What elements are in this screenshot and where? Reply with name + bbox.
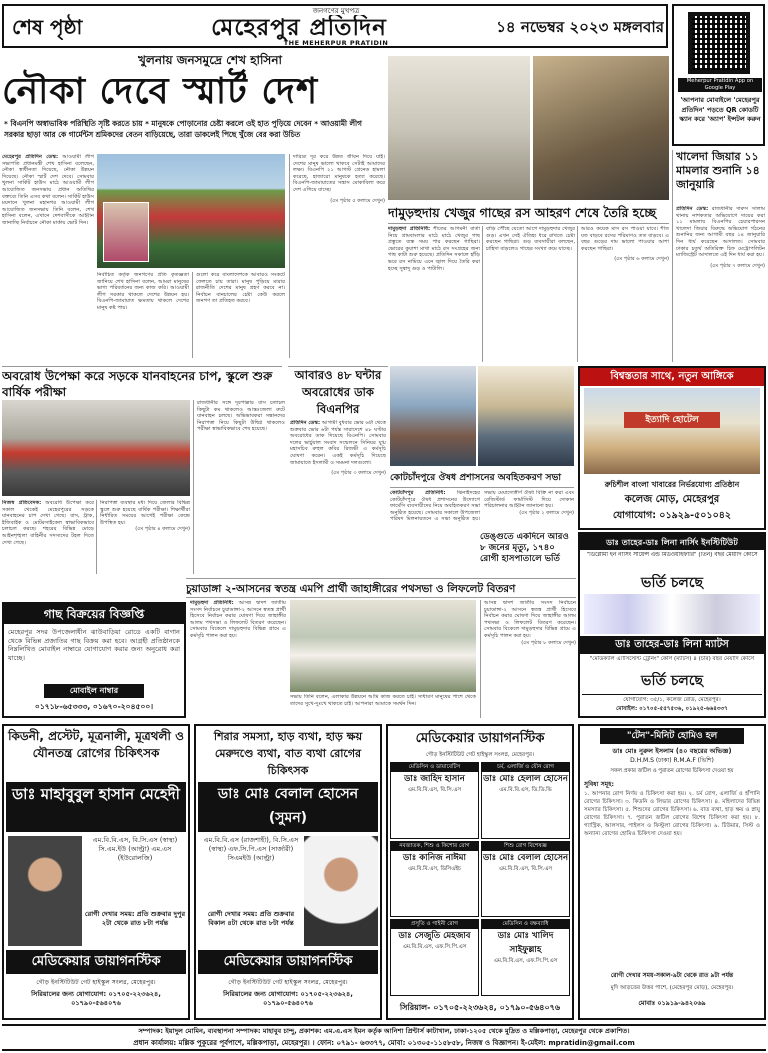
kotchandpur-text: ঝিনাইদহের কোটচাঁদপুরে ঔষধ প্রশাসনের উদ্যোগে ফার্মেসি ব্যবসায়ীদের নিয়ে অবহিতকরণ সভা অনুষ্ঠিত হয়েছে। সোমবার সকালে উপজেলা পরিষদ মিলনায়তনে এ সভা অনুষ্ঠিত হয়। সভায় মেয়াদোত্তীর্ণ ঔষধ বিক্রি না করা এবং রেজিস্টার্ড ফার্মাসিস্ট দিয়ে দোকান পরিচালনার আহ্বান জানানো হয়। bbox=[390, 490, 574, 523]
bnp-body bbox=[288, 420, 386, 574]
nursing-sub: "ডিপ্লোমা ইন নার্সিং সায়েন্স এন্ড মিডওয়াইফারি" (তিন) বছর মেয়াদি কোর্সে bbox=[586, 552, 758, 558]
hotel-ad[interactable] bbox=[578, 366, 766, 530]
qr-promo: 'আপনার মোবাইলে 'মেহেরপুর প্রতিদিন' পড়তে QR কোডটি স্ক্যান করে 'অ্যাপ' ইন্সটল করুন bbox=[679, 96, 761, 123]
qr-box[interactable] bbox=[672, 4, 765, 146]
hotel-banner: বিশ্বস্ততার সাথে, নতুন আঙ্গিকে bbox=[580, 368, 764, 386]
lead-byline: মেহেরপুর প্রতিদিন ডেস্ক: bbox=[2, 154, 59, 160]
mehedi-degrees: এম.বি.বি.এস, বি.সি.এস (স্বাস্থ্য) সি.এম.ইউ (আল্ট্রা) এম.এস (ইউরোলজি) bbox=[92, 836, 178, 862]
bnp-text: আগামী বুধবার ভোর ৬টা থেকে শুক্রবার ভোর ৬টা পর্যন্ত সারাদেশে ৪৮ ঘণ্টার অবরোধের ডাক দিয়েছে বিএনপি। সোমবার দলের ভার্চুয়াল সংবাদ সম্মেলনে সিনিয়র যুগ্ম মহাসচিব রুহুল কবির রিজভী এ কর্মসূচি ঘোষণা করেন। একই কর্মসূচি দিয়েছে জামায়াতে ইসলামী ও সমমনা দলগুলো। bbox=[290, 420, 386, 466]
medicare-doctor-name: ডাঃ জাহিদ হাসান bbox=[404, 774, 465, 784]
nursing-phone[interactable]: মোবাইল: ০১৭০৫-৫৫৭৫৩৬, ০১৯২৫-৬৬৪৩৩৭ bbox=[616, 706, 728, 712]
traffic-body-2: নিরাপত্তা ব্যবস্থার মধ্য দিয়ে জেলার বিভিন্ন স্কুলে শুরু হয়েছে বার্ষিক পরীক্ষা। শিক্ষার্থীরা নির্ধারিত সময়ের আগেই পরীক্ষা কেন্দ্রে উপস্থিত হয়। bbox=[100, 500, 190, 526]
ad-mehedi[interactable] bbox=[2, 724, 190, 1020]
medicare-doctor-deg: এম.বি.বি.এস, এফ.সি.পি.এস bbox=[402, 944, 467, 951]
bnp-byline: প্রতিদিন ডেস্ক: bbox=[290, 420, 321, 426]
khejur-headline: দামুড়হুদায় খেজুর গাছের রস আহরণ শেষে তৈরি হচ্ছে bbox=[388, 202, 669, 224]
medicare-dept: মেডিসিন ও বক্ষব্যাধি bbox=[482, 920, 569, 929]
gach-body: মেহেরপুর সদর উপজেলাধীন ঝাউবাড়িয়া রোডে একটি বাগান থেকে বিভিন্ন প্রজাতির গাছ বিক্রয় করা হবে। আগ্রহী প্রতিষ্ঠানকে নিম্নলিখিত মোবাইল নাম্বারে যোগাযোগ করার জন্য অনুরোধ করা যাচ্ছে। bbox=[8, 628, 180, 662]
medicare-doctor-name: ডাঃ মোঃ হেলাল হোসেন bbox=[483, 774, 568, 784]
gach-mobile-label: মোবাইল নাম্বার bbox=[44, 684, 144, 698]
traffic-col-1 bbox=[2, 500, 94, 574]
bnp-continued[interactable]: (৫ম পৃষ্ঠার ৩ কলামে দেখুন) bbox=[331, 470, 386, 477]
nursing-ad[interactable] bbox=[578, 532, 766, 718]
dengue-headline: ডেঙ্গুতে একদিনে আরও ৮ জনের মৃত্যু, ১৭৪০ রোগী হাসপাতালে ভর্তি bbox=[480, 532, 569, 564]
medicare-doctor-name: ডাঃ মোঃ খালিদ সাইফুল্লাহ bbox=[497, 931, 554, 956]
mehedi-doctor: ডাঃ মাহাবুবুল হাসান মেহেদী bbox=[6, 782, 186, 832]
medicare-dept: চর্ম, এলার্জি ও যৌন রোগ bbox=[482, 763, 569, 772]
khejur-col-1 bbox=[388, 226, 480, 362]
footer bbox=[2, 1024, 766, 1051]
lead-kicker: খুলনায় জনসমুদ্রে শেখ হাসিনা bbox=[138, 53, 282, 67]
ad-belal[interactable] bbox=[194, 724, 382, 1020]
homeo-hours: রোগী দেখার সময়-সকাল-৯টা থেকে রাত ৯টা পর্যন্ত bbox=[610, 972, 734, 979]
lead-body-1: আওয়ামী লীগ সভাপতি প্রধানমন্ত্রী শেখ হাসিনা বলেছেন, নৌকা স্বাধীনতা দিয়েছে, নৌকা উন্নয়ন দিয়েছে। নৌকা স্মার্ট দেশ দেবে। সোমবার খুলনা সার্কিট হাউস মাঠে আওয়ামী লীগ আয়োজিত জনসভায় প্রধান অতিথির বক্তব্যে তিনি এসব কথা বলেন। সার্কিট হাউস ময়দানে খুলনা মহানগর আওয়ামী লীগ আয়োজিত জনসভায় তিনি বলেন, শেখ হাসিনা বলেন, এখানে দেশবাসীকে আহ্বান জানাচ্ছি নির্বাচনে নৌকা মার্কায় ভোট দিন। bbox=[2, 154, 94, 226]
khaleda-continued[interactable]: (৫ম পৃষ্ঠার ৭ কলামে দেখুন) bbox=[710, 262, 765, 269]
chuadanga-col-2: সভায় তিনি বলেন, এলাকার উন্নয়নে আমি কাজ করতে চাই। সাধারণ মানুষের পাশে থেকে তাদের সুখে-দুঃখে থাকতে চাই। আপনারা আমাকে সমর্থন দিন। bbox=[290, 694, 476, 707]
khejur-body-1: শীতের আগমনী বার্তা নিয়ে গ্রামবাংলার মাঠে মাঠে খেজুর গাছ প্রস্তুতে ব্যস্ত সময় পার করছেন গাছিরা। ভোরের কুয়াশা মাখা মাঠে রস সংগ্রহের জন্য গাছ কাটা শুরু হয়েছে। প্রতিদিন সকালে হাঁড়ি ভরে রস নামিয়ে এনে জ্বাল দিয়ে তৈরি করা হচ্ছে সুস্বাদু গুড় ও পাটালি। bbox=[388, 226, 480, 272]
medicare-dept: প্রসূতি ও গাইনী রোগ bbox=[391, 920, 478, 929]
khejur-col-2: বাড়ি পৌঁছে যেতো আগে দামুড়হুদার খেজুর গুড়। এখন সেই ঐতিহ্য ধরে রাখতে চেষ্টা করছেন গাছিরা। গুড় ব্যবসায়ীরা বলছেন, চাহিদা বাড়লেও গাছের সংখ্যা কমে যাচ্ছে। bbox=[482, 226, 575, 362]
medicare-doctor-name: ডাঃ মোঃ বেলাল হোসেন bbox=[482, 852, 569, 863]
medicare-doctor-card bbox=[390, 762, 479, 839]
qr-code-icon bbox=[688, 12, 750, 74]
kotchandpur-byline: কোটচাঁদপুর প্রতিনিধি: bbox=[390, 490, 446, 496]
photo-khejur-1 bbox=[388, 56, 530, 200]
photo-dr-mehedi bbox=[8, 836, 82, 946]
nursing-admission-2: ভর্তি চলছে bbox=[641, 673, 703, 689]
lead-body-3: দারিদ্র্য দূর করে উন্নত জীবন দিয়ে যাই। দেশের মানুষ ভালো থাকবে সেটাই আমাদের লক্ষ্য। বিএনপি ২১ আগস্ট গ্রেনেড হামলা করেছে, হাজারো মানুষকে হত্যা করেছে। বিএনপি-জামায়াতের সন্ত্রাস মোকাবিলা করে দেশ এগিয়ে যাচ্ছে। bbox=[293, 154, 385, 193]
nursing-title-2: ডাঃ তাহের-ডাঃ লিনা ম্যাটস bbox=[580, 636, 764, 654]
medicare-title: মেডিকেয়ার ডায়াগনস্টিক bbox=[415, 731, 545, 746]
gach-mobile[interactable]: ০১৭১৮-৬৫৩৩৩, ০১৬৭০-২০৪৫০০। bbox=[34, 702, 154, 711]
photo-kotchandpur-1 bbox=[390, 366, 476, 466]
hotel-line-2: কলেজ মোড়, মেহেরপুর bbox=[624, 494, 720, 505]
hotel-sign: ইত্যাদি হোটেল bbox=[624, 412, 720, 428]
photo-kotchandpur-2 bbox=[478, 366, 574, 466]
photo-chuadanga bbox=[290, 600, 476, 692]
khejur-col-3 bbox=[577, 226, 669, 362]
medicare-doctor-card bbox=[481, 841, 570, 918]
khaleda-text: রাজধানীর দারুস সালাম থানায় নাশকতার অভিযোগে দায়ের করা ১১ মামলায় বিএনপির চেয়ারপারসন খালেদা জিয়ার বিরুদ্ধে অভিযোগ গঠনের শুনানির জন্য আগামী বছর ১৪ জানুয়ারি দিন ধার্য করেছেন আদালত। সোমবার ঢাকার চতুর্থ অতিরিক্ত চিফ মেট্রোপলিটন ম্যাজিস্ট্রেট আদালতে এই দিন ধার্য করা হয়। bbox=[676, 206, 765, 259]
nursing-title: ডাঃ তাহের-ডাঃ লিনা নার্সিং ইনস্টিটিউট bbox=[580, 534, 764, 550]
masthead bbox=[2, 4, 668, 48]
homeo-sub: সকল প্রকার জটিল ও পুরাতন রোগের চিকিৎসা দেওয়া হয় bbox=[610, 768, 734, 774]
photo-khejur-2 bbox=[533, 56, 669, 200]
traffic-headline: অবরোধ উপেক্ষা করে সড়কে যানবাহনের চাপ, স্কুলে শুরু বার্ষিক পরীক্ষা bbox=[2, 366, 282, 398]
page-label: শেষ পৃষ্ঠা bbox=[12, 15, 83, 39]
ad-homeo[interactable] bbox=[578, 724, 766, 1020]
photo-traffic bbox=[2, 400, 190, 496]
khaleda-byline: প্রতিদিন ডেস্ক: bbox=[676, 206, 709, 212]
homeo-subheading: সুবিধা সমূহ: bbox=[584, 781, 614, 788]
footer-line-1: সম্পাদক: ইয়াদুল মোমিন, ব্যবস্থাপনা সম্পাদক: মাহাবুব চান্দু, প্রকাশক: এম.এ.এস ইমন কর্তৃক আনিশা প্রিন্টার্স কাটাখাল, ঢাকা-১২০৫ থেকে মুদ্রিত ও মল্লিকপাড়া, মেহেরপুর থেকে প্রকাশিত। bbox=[138, 1027, 630, 1035]
chuadanga-byline: দামুড়হুদা প্রতিনিধি: bbox=[190, 600, 234, 606]
khejur-continued[interactable]: (৫ম পৃষ্ঠার ৬ কলামে দেখুন) bbox=[614, 256, 669, 263]
medicare-dept: নবজাতক, শিশু ও কিশোর রোগ bbox=[391, 842, 478, 851]
medicare-doctor-card bbox=[481, 762, 570, 839]
masthead-tagline: জনগণের মুখপত্র bbox=[312, 7, 360, 15]
belal-heading: শিরার সমস্যা, হাড় ব্যথা, হাড় ক্ষয় মেরুদণ্ডে ব্যথা, বাত ব্যথা রোগের চিকিৎসক bbox=[213, 730, 363, 777]
photo-rally bbox=[97, 154, 285, 268]
traffic-byline: নিজস্ব প্রতিবেদক: bbox=[2, 500, 42, 506]
traffic-col-2 bbox=[96, 500, 190, 574]
hotel-phone[interactable]: যোগাযোগ: ০১৯২৯-৫০১০৪২ bbox=[612, 510, 732, 521]
masthead-subtitle: THE MEHERPUR PRATIDIN bbox=[283, 39, 389, 47]
medicare-doctor-grid bbox=[390, 762, 570, 996]
belal-center-phone[interactable]: সিরিয়ালের জন্য যোগাযোগ: ০১৭০৫-২২৩৬২৪, ০১৭৯০-৫৬৪০৭৬ bbox=[223, 990, 353, 1007]
belal-schedule: রোগী দেখার সময়: প্রতি শুক্রবার বিকাল ৪টা থেকে রাত ৮টা পর্যন্ত bbox=[207, 910, 295, 927]
khaleda-box bbox=[672, 150, 765, 362]
lead-headline: নৌকা দেবে স্মার্ট দেশ bbox=[2, 71, 319, 112]
lead-col-4 bbox=[289, 154, 385, 358]
traffic-col-right: রাজধানীর সঙ্গে দূরপাল্লার বাস চলাচল কিছুটা কম থাকলেও আন্তঃজেলা রুটে যানবাহন চলছে। অভিভাবকরা সন্তানদের নিরাপত্তা নিয়ে কিছুটা উদ্বিগ্ন থাকলেও পরীক্ষা স্বাভাবিকভাবে শেষ হয়েছে। bbox=[193, 400, 285, 574]
medicare-doctor-deg: এম.বি.বি.এস, এফ.সি.পি.এস bbox=[493, 958, 558, 965]
kotchandpur-headline: কোটচাঁদপুরে ঔষধ প্রশাসনের অবহিতকরণ সভা bbox=[390, 468, 574, 488]
lead-continued[interactable]: (৫ম পৃষ্ঠার ৫ কলামে দেখুন) bbox=[330, 197, 385, 204]
medicare-doctor-deg: এম.বি.বি.এস, বি.সি.এস bbox=[498, 865, 553, 872]
footer-line-2: প্রধান কার্যালয়: মল্লিক পুকুরের পূর্বপাশে, মল্লিকপাড়া, মেহেরপুর। । ফোন: ০৭৯১- ৬৩৩৭৭, মোবা: ০১৩০৫-১১৫৮৫৮, নিজস্ব ও বিজ্ঞাপন। ই-মেইল: mpratidin@gmail.com bbox=[133, 1039, 635, 1047]
traffic-continued[interactable]: (৫ম পৃষ্ঠার ৪ কলামে দেখুন) bbox=[135, 526, 190, 533]
bnp-headline: আবারও ৪৮ ঘন্টার অবরোধের ডাক বিএনপির bbox=[288, 366, 388, 418]
chuadanga-headline: চুয়াডাঙ্গা ২-আসনের স্বতন্ত্র এমপি প্রার্থী জাহাঙ্গীরের পথসভা ও লিফলেট বিতরণ bbox=[186, 578, 576, 598]
khaleda-body bbox=[676, 206, 765, 352]
chuadanga-col-3 bbox=[480, 600, 576, 718]
mehedi-schedule: রোগী দেখার সময়: প্রতি শুক্রবার দুপুর ২টা থেকে রাত ৮টা পর্যন্ত bbox=[84, 910, 186, 927]
belal-degrees: এম.বি.বি.এস (রাজশাহী), বি.সি.এস (স্বাস্থ্য) এফ.সি.পি.এস (সার্জারী) সিএমইউ (আল্ট্রা) bbox=[203, 836, 299, 862]
lead-col-2: নির্বাচিত কর্তৃক জনগণের প্রতি কৃতজ্ঞতা জানিয়ে শেখ হাসিনা বলেন, আমরা মানুষের ভাগ্য পরিবর্তনের জন্য কাজ করি। আওয়ামী লীগ সরকার থাকলে দেশের উন্নয়ন হয়। বিএনপি-জামায়াত ক্ষমতায় থাকলে দেশের মানুষ কষ্ট পায়। bbox=[97, 272, 189, 311]
belal-doctor: ডাঃ মোঃ বেলাল হোসেন (সুমন) bbox=[198, 782, 378, 832]
mehedi-center: মেডিকেয়ার ডায়াগনস্টিক bbox=[6, 950, 186, 974]
traffic-body-1: অবরোধ উপেক্ষা করে সকাল থেকেই মেহেরপুরের সড়কে যানবাহনের চাপ দেখা গেছে। বাস, ট্রাক, ইজিবাইক ও মোটরসাইকেল স্বাভাবিকভাবে চলাচল করছে। শহরের বিভিন্ন মোড়ে আইনশৃঙ্খলা বাহিনীর সদস্যদের টহল দিতে দেখা গেছে। bbox=[2, 500, 94, 546]
belal-center: মেডিকেয়ার ডায়াগনস্টিক bbox=[198, 950, 378, 974]
belal-center-addr: গৌড় ইনস্টিটিউট গেট হাইস্কুল সংলগ্ন, মেহেরপুর। bbox=[228, 979, 348, 986]
lead-bullets: * বিএনপি অস্বাভাবিক পরিস্থিতি সৃষ্টি করতে চায় * মানুষকে পোড়ানোর চেষ্টা করলে ওই হাত পুড়িয়ে দেবেন * আওয়ামী লীগ সরকার ছাড়া আর কে গার্মেন্টস শ্রমিকদের বেতন বাড়িয়েছে, তারা ডাকলেই পিছে খুঁজে বের করা উচিত bbox=[4, 119, 362, 139]
chuadanga-col-1 bbox=[190, 600, 286, 718]
homeo-doctor: ডাঃ মোঃ নুরুল ইসলাম (৪০ বছরের অভিজ্ঞ) bbox=[612, 747, 732, 755]
lead-col-1 bbox=[2, 154, 94, 358]
khejur-byline: দামুড়হুদা প্রতিনিধি: bbox=[388, 226, 431, 232]
photo-nurses bbox=[584, 594, 760, 634]
photo-dr-belal bbox=[304, 836, 378, 946]
homeo-title: "টেন"-মিনিট হোমিও হল bbox=[600, 728, 744, 744]
gach-notice bbox=[2, 602, 186, 718]
medicare-doctor-deg: এম.বি.বি.এস, বি.সি.এস bbox=[407, 787, 462, 793]
homeo-body: ১. আপনার রোগ নির্ণয় ও চিকিৎসা করা হয়। ২. চর্ম রোগ, এলার্জি ও হাঁপানি রোগের চিকিৎসা। ৩. কিডনি ও লিভার রোগের চিকিৎসা। ৪. মহিলাদের বিভিন্ন সমস্যার চিকিৎসা। ৫. শিশুদের রোগের চিকিৎসা। ৬. বাত ব্যথা, হাড় ক্ষয় ও স্নায়ু রোগের চিকিৎসা। ৭. পুরাতন জটিল রোগের বিশেষ চিকিৎসা করা হয়। ৮. গ্যাস্ট্রিক, আলসার, পাইলস ও ফিস্টুলা রোগের চিকিৎসা। ৯. টিউমার, সিস্ট ও অন্যান্য রোগের হোমিও চিকিৎসা দেওয়া হয়। bbox=[584, 791, 760, 837]
medicare-phone[interactable]: সিরিয়াল- ০১৭০৫-২২৩৬২৪, ০১৭৯০-৫৬৪০৭৬ bbox=[399, 1003, 561, 1012]
photo-hotel bbox=[584, 388, 760, 474]
photo-inset-speaker bbox=[103, 202, 149, 262]
mehedi-center-phone[interactable]: সিরিয়ালের জন্য যোগাযোগ: ০১৭০৫-২২৩৬২৪, ০১৭৯০-৫৬৪০৭৬ bbox=[31, 990, 161, 1007]
chuadanga-continued[interactable]: (৫ম পৃষ্ঠার ৮ কলামে দেখুন) bbox=[521, 639, 576, 646]
homeo-address: মুদি আড়তের উত্তর পাশে, (মেহেরপুর মোড়), মেহেরপুর। bbox=[610, 985, 734, 991]
lead-col-3: গুলো করে বাংলাদেশকে আবারও সংকটে ফেলতে চায় তারা। মানুষ পুড়িয়ে মারার রাজনীতি দেশের মানুষ গ্রহণ করবে না। নির্বাচন বানচালের চেষ্টা কেউ করলে জনগণ তা প্রতিহত করবে। bbox=[192, 272, 285, 358]
mehedi-center-addr: গৌড় ইনস্টিটিউট গেট হাইস্কুল সংলগ্ন, মেহেরপুর। bbox=[36, 979, 156, 986]
khaleda-headline: খালেদা জিয়ার ১১ মামলার শুনানি ১৪ জানুয়ারি bbox=[676, 150, 760, 191]
homeo-degrees: D.H.M.S (ঢাকা) R.M.A.F (ভিশি) bbox=[630, 757, 714, 764]
medicare-doctor-name: ডাঃ কানিজ নাঈমা bbox=[403, 852, 466, 863]
medicare-doctor-card bbox=[390, 841, 479, 918]
mehedi-heading: কিডনী, প্রস্টেট, মূত্রনালী, মূত্রথলী ও যৌনতন্ত্র রোগের চিকিৎসক bbox=[8, 729, 184, 760]
medicare-dept: শিশু রোগ বিশেষজ্ঞ bbox=[482, 842, 569, 851]
medicare-doctor-card bbox=[481, 919, 570, 996]
medicare-dept: মেডিসিন ও ডায়াবেটিস bbox=[391, 763, 478, 772]
chuadanga-body-1: আসন্ন দ্বাদশ জাতীয় সংসদ নির্বাচনে চুয়াডাঙ্গা-২ আসনে স্বতন্ত্র প্রার্থী হিসেবে নির্বাচন করার ঘোষণা দিয়ে জাহাঙ্গীর আলম পথসভা ও লিফলেট বিতরণ করেছেন। সোমবার বিকেলে দামুড়হুদার বিভিন্ন গ্রামে এ কর্মসূচি পালন করা হয়। bbox=[190, 600, 286, 639]
nursing-address: যোগাযোগ: ৩৫/১, কলেজ রোড, মেহেরপুর। bbox=[582, 694, 762, 704]
medicare-doctor-deg: এম.বি.বি.এস, ডি.ডি.ভি bbox=[499, 787, 552, 793]
medicare-doctor-card bbox=[390, 919, 479, 996]
medicare-address: গৌড় ইনস্টিটিউট গেট হাইস্কুল সংলগ্ন, মেহেরপুর। bbox=[426, 752, 534, 758]
masthead-date: ১৪ নভেম্বর ২০২৩ মঙ্গলবার bbox=[496, 18, 664, 36]
nursing-sub-2: "মেডিক্যাল এ্যাসিস্টেন্ট ট্রেনিং" কোর্স (ম্যাটস) ৪ (চার) বছর মেয়াদি কোর্সে bbox=[589, 656, 755, 662]
masthead-title: মেহেরপুর প্রতিদিন bbox=[211, 15, 387, 41]
medicare-doctor-name: ডাঃ সেজুতি মেহজাব bbox=[398, 931, 471, 942]
nursing-admission: ভর্তি চলছে bbox=[641, 575, 703, 591]
app-store-caption: Meherpur Pratidin App on Google Play bbox=[678, 78, 762, 92]
ad-medicare[interactable] bbox=[386, 724, 574, 1020]
medicare-doctor-deg: এম.বি.বি.এস, ডিসিএইচ bbox=[408, 865, 461, 872]
hotel-line-1: রুচিশীল বাংলা খাবারের নির্ভরযোগ্য প্রতিষ্ঠান bbox=[604, 480, 740, 489]
khejur-body-3: আরও কয়েক মাস রস পাওয়া যাবে। শীত যত বাড়বে রসের পরিমাণও তত বাড়বে। এ বছর গুড়ের দাম ভালো পাওয়ার আশা করছেন গাছিরা। bbox=[581, 226, 669, 252]
chuadanga-body-3: আসন্ন দ্বাদশ জাতীয় সংসদ নির্বাচনে চুয়াডাঙ্গা-২ আসনে স্বতন্ত্র প্রার্থী হিসেবে নির্বাচন করার ঘোষণা দিয়ে জাহাঙ্গীর আলম পথসভা ও লিফলেট বিতরণ করেছেন। সোমবার বিকেলে দামুড়হুদার বিভিন্ন গ্রামে এ কর্মসূচি পালন করা হয়। bbox=[484, 600, 576, 639]
homeo-mobile[interactable]: মোবাঃ ০১৯১৯-৯৪২০৬৯ bbox=[638, 999, 706, 1007]
gach-title: গাছ বিক্রয়ের বিজ্ঞপ্তি bbox=[4, 604, 184, 624]
kotchandpur-continued[interactable]: (৫ম পৃষ্ঠার ২ কলামে দেখুন) bbox=[519, 509, 574, 516]
